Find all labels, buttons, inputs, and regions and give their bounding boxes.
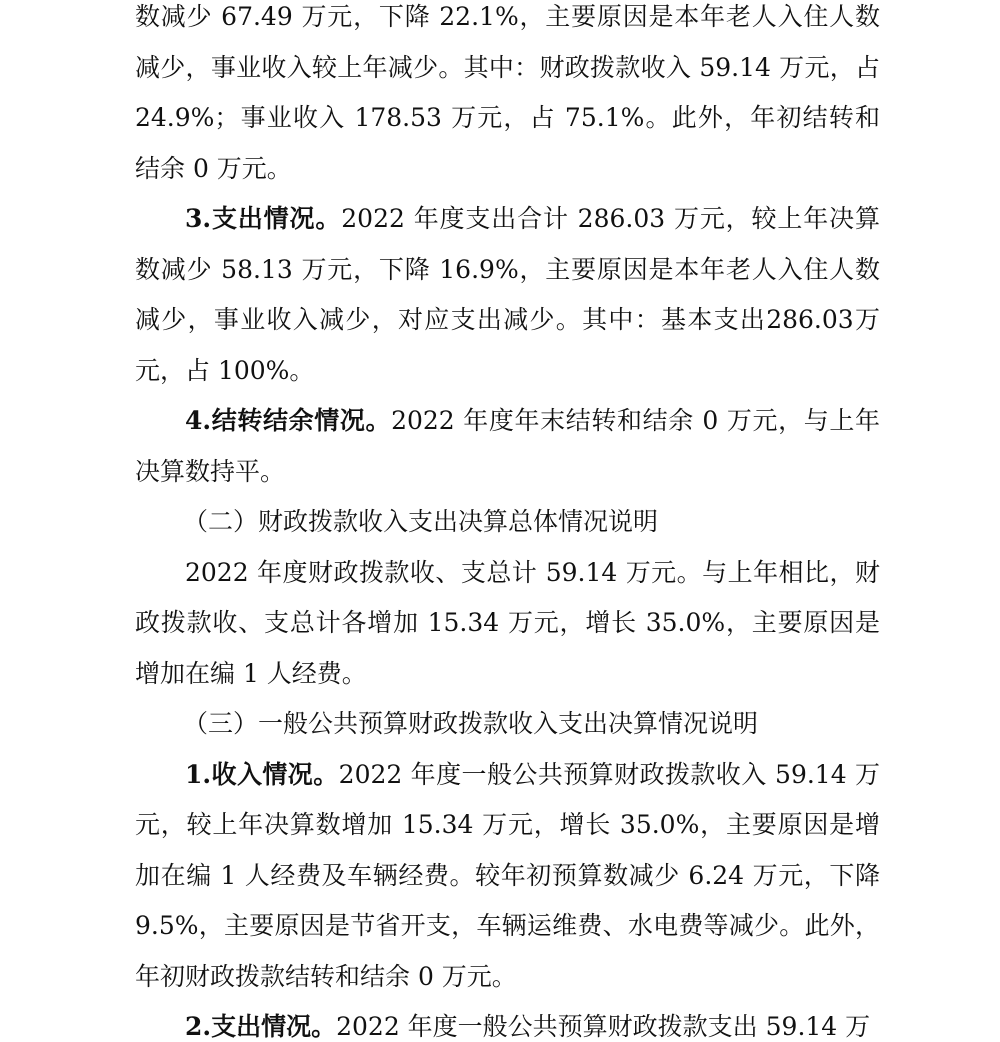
carryover-text: 2022 年度年末结转和结余 0 万元，与上年决算数持平。: [135, 406, 880, 486]
carryover-lead: 4.结转结余情况。: [185, 406, 392, 435]
income-continued-paragraph: [135, 0, 880, 194]
general-income-text: 2022 年度一般公共预算财政拨款收入 59.14 万元，较上年决算数增加 15.34 万元，增长 35.0%，主要原因是增加在编 1 人经费及车辆经费。较年初预算数减少 6.24 万元，下降9.5%，主要原因是节省开支，车辆运维费、水电费等减少。此外，年初财政拨款结转和结余 0 万元。: [135, 759, 880, 991]
document-body: [135, 0, 880, 1042]
section-2-body-paragraph: [135, 548, 880, 700]
general-expenditure-lead: 2.支出情况。: [185, 1012, 337, 1041]
section-3-heading: [135, 699, 880, 750]
income-continued-text: 数减少 67.49 万元，下降 22.1%，主要原因是本年老人入住人数减少，事业收入较上年减少。其中：财政拨款收入 59.14 万元，占 24.9%；事业收入 178.53 万元，占 75.1%。此外，年初结转和结余 0 万元。: [135, 2, 880, 183]
expenditure-lead: 3.支出情况。: [185, 204, 342, 233]
section-2-heading-text: （二）财政拨款收入支出决算总体情况说明: [183, 507, 659, 536]
section-2-heading: [135, 497, 880, 548]
section-2-body-text: 2022 年度财政拨款收、支总计 59.14 万元。与上年相比，财政拨款收、支总计各增加 15.34 万元，增长 35.0%，主要原因是增加在编 1 人经费。: [135, 557, 880, 688]
general-income-lead: 1.收入情况。: [185, 759, 339, 789]
general-expenditure-text: 2022 年度一般公共预算财政拨款支出 59.14 万: [336, 1012, 871, 1041]
carryover-paragraph: [135, 396, 880, 497]
general-income-paragraph: [135, 750, 880, 1003]
general-expenditure-paragraph: [135, 1002, 880, 1042]
section-3-heading-text: （三）一般公共预算财政拨款收入支出决算情况说明: [183, 709, 759, 738]
expenditure-paragraph: [135, 194, 880, 396]
expenditure-text: 2022 年度支出合计 286.03 万元，较上年决算数减少 58.13 万元，下降 16.9%，主要原因是本年老人入住人数减少，事业收入减少，对应支出减少。其中：基本支出286.03万元，占 100%。: [135, 204, 880, 385]
